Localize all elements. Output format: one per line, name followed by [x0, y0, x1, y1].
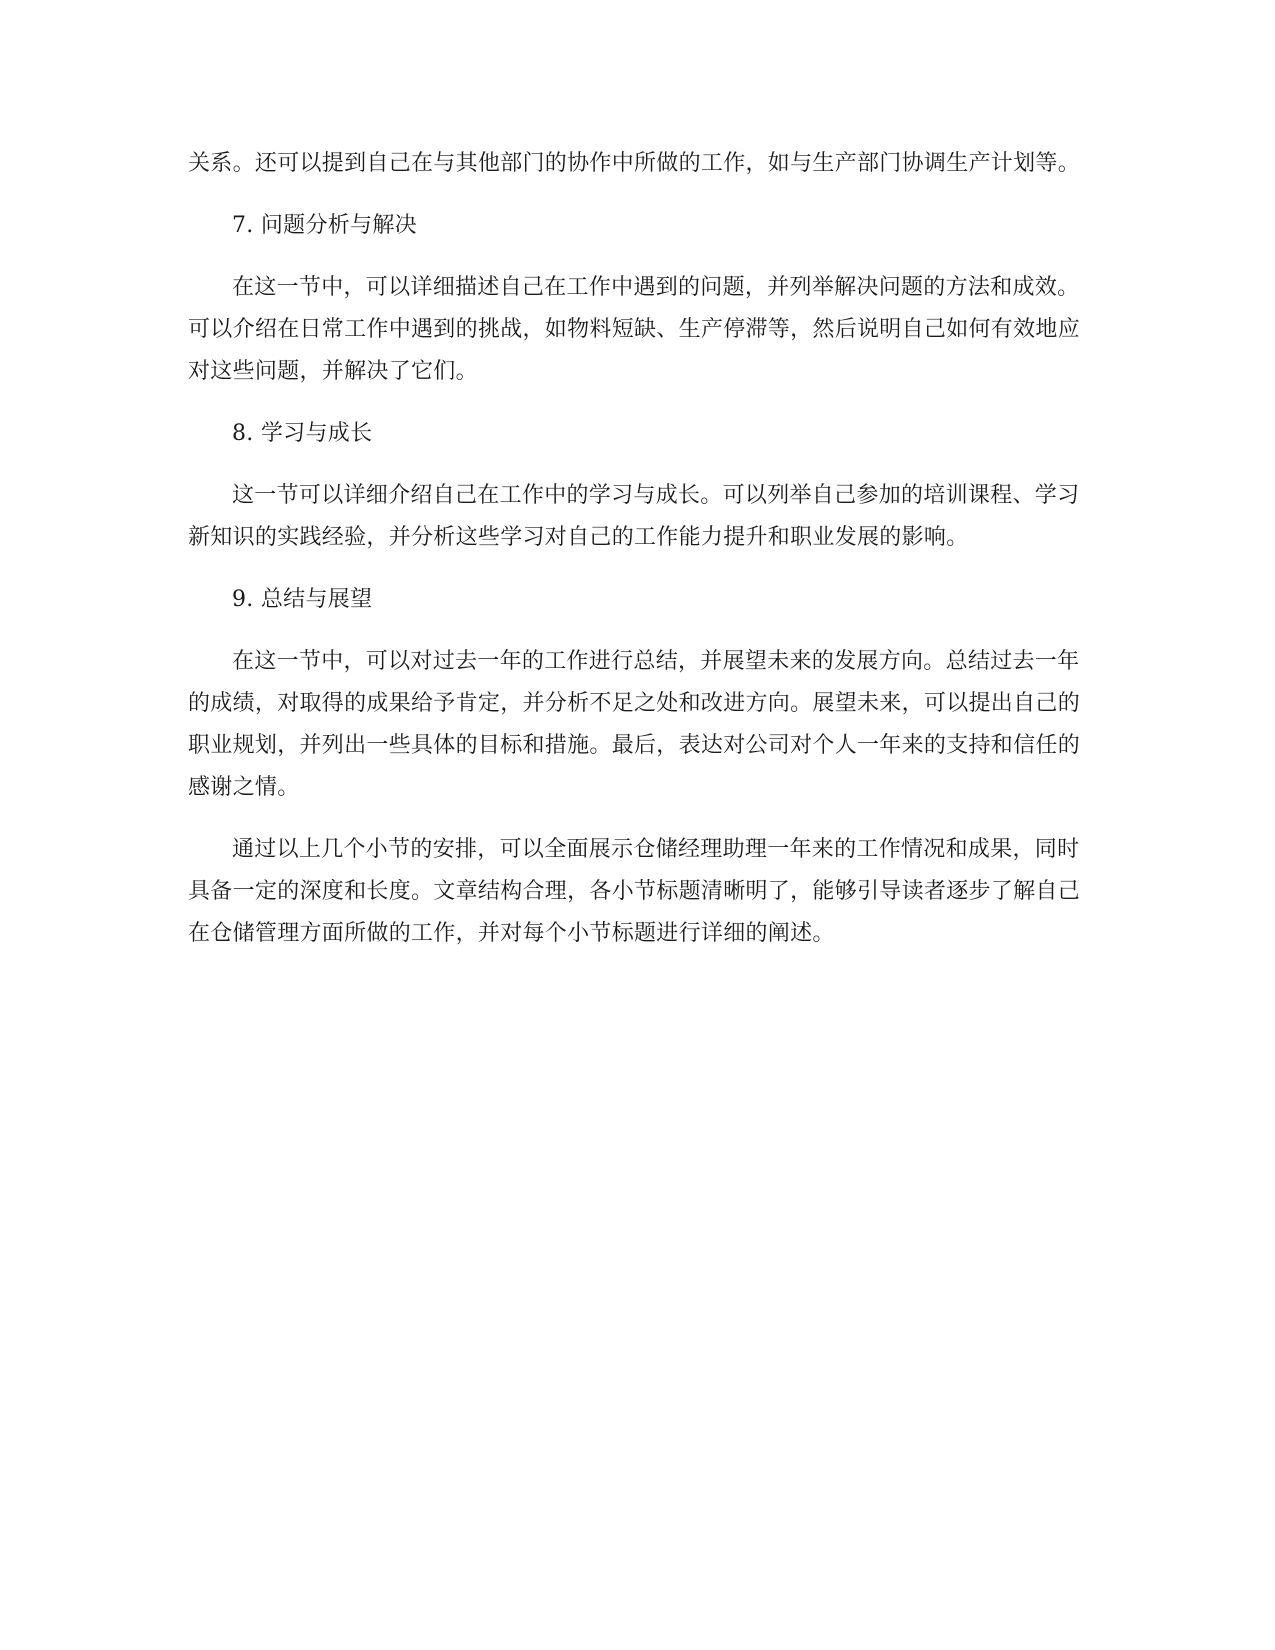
- paragraph-learning-growth: 这一节可以详细介绍自己在工作中的学习与成长。可以列举自己参加的培训课程、学习新知识的实践经验，并分析这些学习对自己的工作能力提升和职业发展的影响。: [188, 483, 1080, 550]
- section-heading-9: 9. 总结与展望: [232, 587, 373, 612]
- section-heading-7: 7. 问题分析与解决: [232, 213, 417, 238]
- document-body: [188, 143, 1088, 975]
- paragraph-problem-solving: 在这一节中，可以详细描述自己在工作中遇到的问题，并列举解决问题的方法和成效。可以介绍在日常工作中遇到的挑战，如物料短缺、生产停滞等，然后说明自己如何有效地应对这些问题，并解决了它们。: [188, 275, 1081, 384]
- paragraph-continuation: 关系。还可以提到自己在与其他部门的协作中所做的工作，如与生产部门协调生产计划等。: [188, 151, 1081, 176]
- paragraph-conclusion: 通过以上几个小节的安排，可以全面展示仓储经理助理一年来的工作情况和成果，同时具备一定的深度和长度。文章结构合理，各小节标题清晰明了，能够引导读者逐步了解自己在仓储管理方面所做的工作，并对每个小节标题进行详细的阐述。: [188, 837, 1081, 946]
- paragraph-summary-outlook: 在这一节中，可以对过去一年的工作进行总结，并展望未来的发展方向。总结过去一年的成绩，对取得的成果给予肯定，并分析不足之处和改进方向。展望未来，可以提出自己的职业规划，并列出一些具体的目标和措施。最后，表达对公司对个人一年来的支持和信任的感谢之情。: [188, 649, 1081, 800]
- section-heading-8: 8. 学习与成长: [232, 421, 373, 446]
